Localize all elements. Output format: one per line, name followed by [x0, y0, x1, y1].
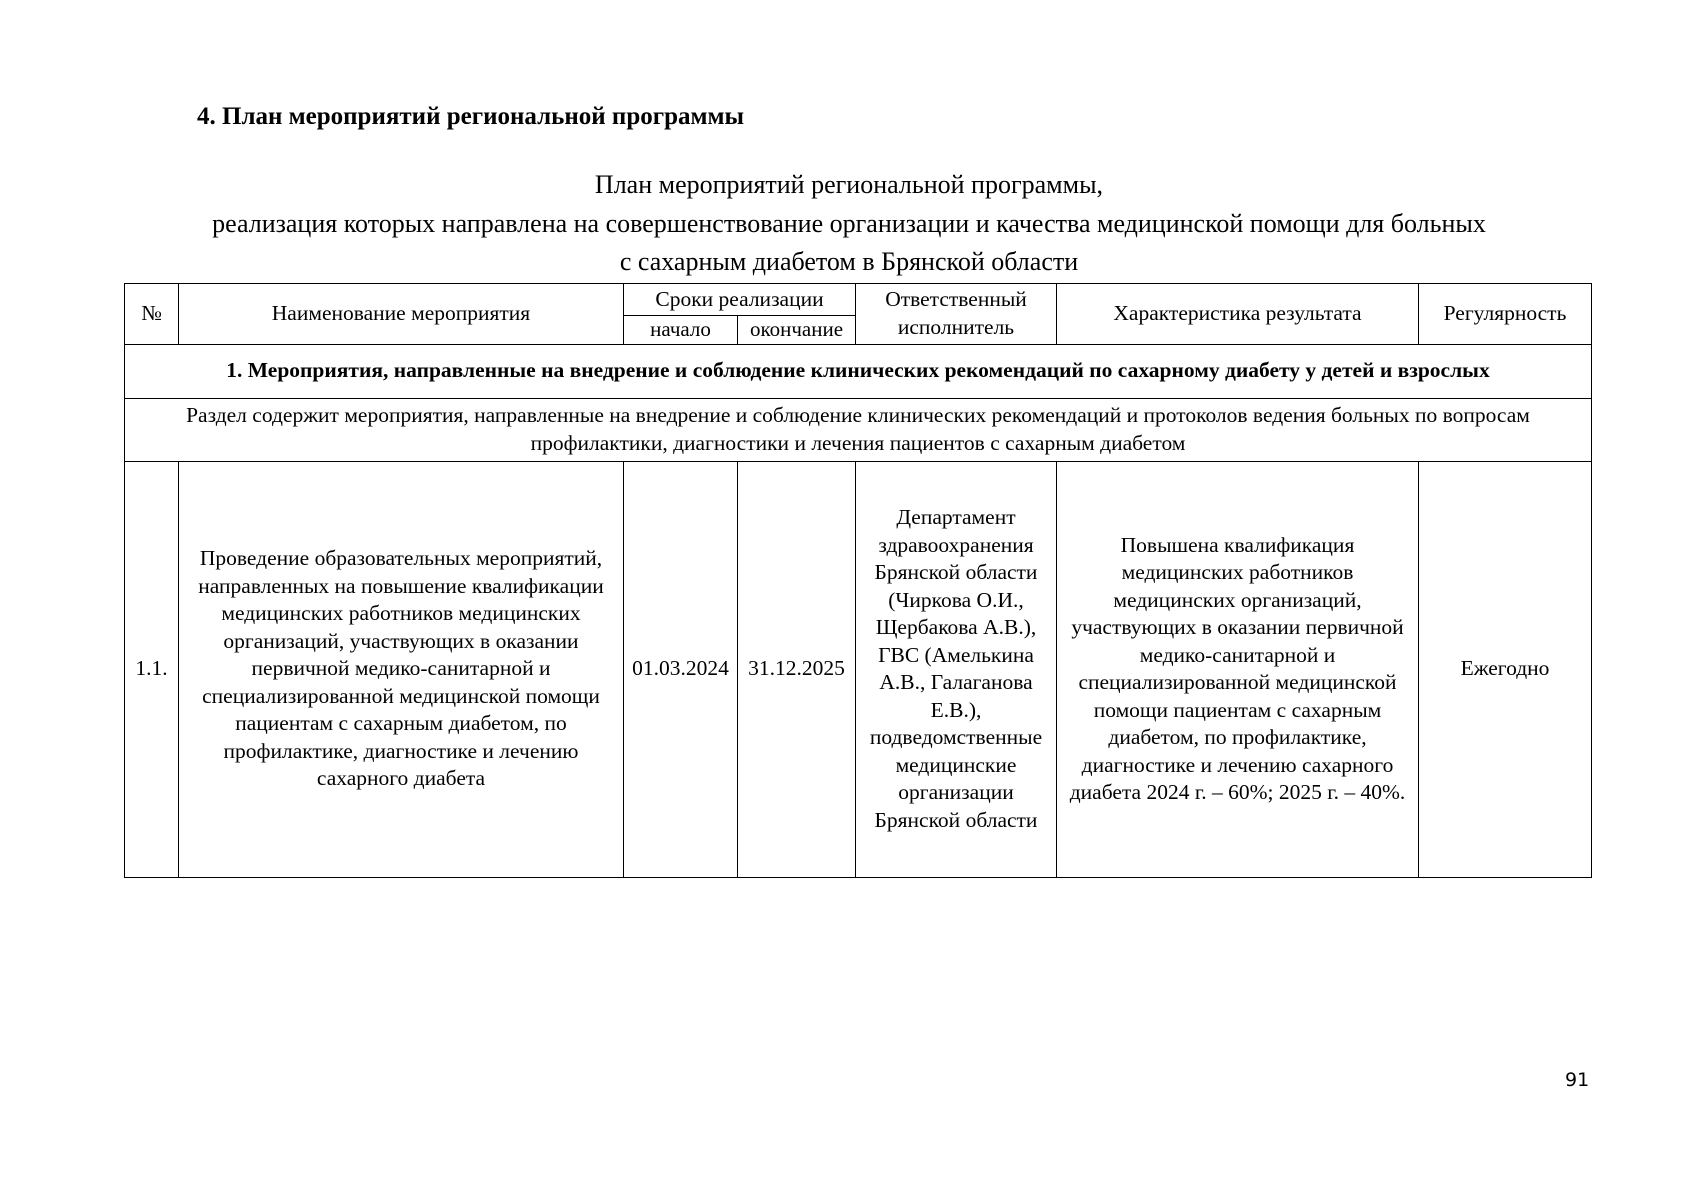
- header-start: начало: [624, 316, 738, 345]
- section-description-row: [125, 398, 1592, 461]
- row-end: 31.12.2025: [738, 461, 856, 877]
- table-header-row: [125, 284, 1592, 316]
- row-regularity: Ежегодно: [1419, 461, 1592, 877]
- section-heading: 4. План мероприятий региональной программы: [197, 103, 745, 130]
- plan-title: [0, 166, 1698, 282]
- plan-title-line: реализация которых направлена на совершенствование организации и качества медицинской помощи для больных: [212, 208, 1486, 238]
- row-responsible: Департамент здравоохранения Брянской области (Чиркова О.И., Щербакова А.В.), ГВС (Амелькина А.В., Галаганова Е.В.), подведомственные медицинские организации Брянской области: [856, 461, 1057, 877]
- header-end: окончание: [738, 316, 856, 345]
- row-name: Проведение образовательных мероприятий, направленных на повышение квалификации медицинских работников медицинских организаций, участвующих в оказании первичной медико-санитарной и специализированной медицинской помощи пациентам с сахарным диабетом, по профилактике, диагностике и лечению сахарного диабета: [179, 461, 624, 877]
- header-responsible: Ответственный исполнитель: [856, 284, 1057, 345]
- header-name: Наименование мероприятия: [179, 284, 624, 345]
- plan-table: [124, 283, 1592, 878]
- section-title: 1. Мероприятия, направленные на внедрение и соблюдение клинических рекомендаций по сахарному диабету у детей и взрослых: [125, 344, 1592, 398]
- header-regularity: Регулярность: [1419, 284, 1592, 345]
- plan-title-line: План мероприятий региональной программы,: [594, 170, 1104, 199]
- plan-title-line: с сахарным диабетом в Брянской области: [619, 247, 1079, 276]
- row-result: Повышена квалификация медицинских работников медицинских организаций, участвующих в оказании первичной медико-санитарной и специализированной медицинской помощи пациентам с сахарным диабетом, по профилактике, диагностике и лечению сахарного диабета 2024 г. – 60%; 2025 г. – 40%.: [1057, 461, 1419, 877]
- section-title-row: [125, 344, 1592, 398]
- header-result: Характеристика результата: [1057, 284, 1419, 345]
- header-number: №: [125, 284, 179, 345]
- page-number: 91: [1565, 1069, 1590, 1091]
- row-number: 1.1.: [125, 461, 179, 877]
- table-row: [125, 461, 1592, 877]
- section-description: Раздел содержит мероприятия, направленные на внедрение и соблюдение клинических рекомендаций и протоколов ведения больных по вопросам профилактики, диагностики и лечения пациентов с сахарным диабетом: [125, 398, 1592, 461]
- header-period: Сроки реализации: [624, 284, 856, 316]
- row-start: 01.03.2024: [624, 461, 738, 877]
